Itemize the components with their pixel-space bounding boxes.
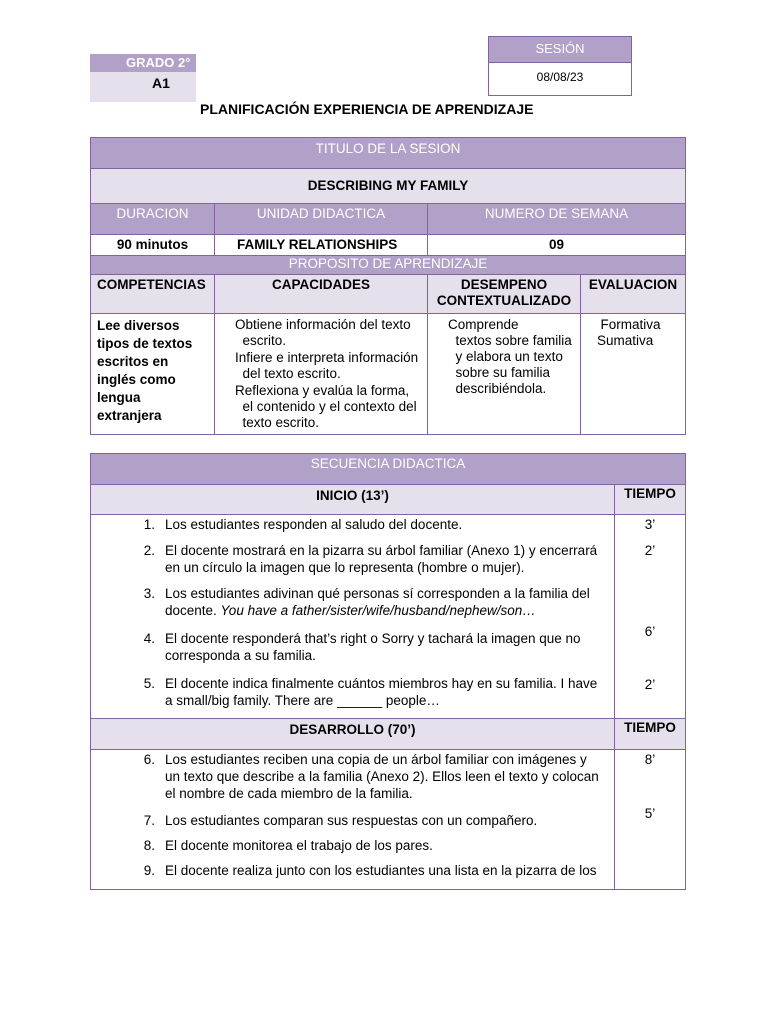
capacidades-line: Infiere e interpreta información	[235, 350, 419, 365]
competencias-label: COMPETENCIAS	[97, 277, 206, 292]
competencias-line: escritos en	[97, 354, 169, 369]
step-text: El docente responderá that’s right o Sorry y tachará la imagen que no	[165, 631, 581, 646]
competencias-line: Lee diversos	[97, 318, 180, 333]
competencias-line: tipos de textos	[97, 336, 193, 351]
step-text: Los estudiantes adivinan qué personas sí corresponden a la familia del	[165, 586, 590, 601]
step-text: El docente realiza junto con los estudiantes una lista en la pizarra de los	[165, 863, 597, 878]
evaluacion-header	[580, 274, 686, 314]
titulo-label: TITULO DE LA SESION	[315, 141, 461, 156]
desarrollo-tiempo-header	[614, 718, 686, 750]
time-value: 8’	[644, 752, 656, 767]
step-text: un texto que describe a la familia (Anexo 2). Ellos leen el texto y colocan	[165, 769, 599, 784]
step-text: El docente monitorea el trabajo de los pares.	[165, 838, 433, 853]
titulo-value-cell	[90, 168, 686, 204]
capacidades-line: texto escrito.	[235, 415, 320, 430]
step-number: 1.	[143, 517, 155, 532]
time-value: 2’	[644, 677, 656, 692]
step-text: docente.	[165, 603, 221, 618]
sesion-date: 08/08/23	[536, 70, 584, 84]
capacidades-line: escrito.	[235, 333, 287, 348]
tiempo-label: TIEMPO	[624, 486, 676, 501]
capacidades-label: CAPACIDADES	[271, 277, 370, 292]
step-text: El docente indica finalmente cuántos miembros hay en su familia. I have	[165, 676, 598, 691]
semana-header	[427, 203, 686, 235]
sesion-date-box	[488, 62, 632, 96]
time-value: 2’	[644, 543, 656, 558]
grado-label: GRADO 2°	[126, 55, 191, 70]
time-value: 3’	[644, 517, 656, 532]
competencias-cell	[90, 313, 215, 435]
titulo-header	[90, 137, 686, 169]
evaluacion-cell	[580, 313, 686, 435]
step-number: 2.	[143, 543, 155, 558]
grado-box	[90, 54, 196, 72]
desarrollo-header	[90, 718, 615, 750]
page-title: PLANIFICACIÓN EXPERIENCIA DE APRENDIZAJE	[200, 101, 534, 117]
titulo-value: DESCRIBING MY FAMILY	[307, 178, 469, 193]
competencias-line: lengua	[97, 390, 141, 405]
step-number: 6.	[143, 752, 155, 767]
duracion-header	[90, 203, 215, 235]
step-number: 7.	[143, 813, 155, 828]
step-text: el nombre de cada miembro de la familia.	[165, 786, 413, 801]
capacidades-line: Reflexiona y evalúa la forma,	[235, 383, 410, 398]
semana-label: NUMERO DE SEMANA	[484, 206, 629, 221]
inicio-header	[90, 484, 615, 515]
step-number: 3.	[143, 586, 155, 601]
secuencia-table	[90, 453, 686, 890]
desarrollo-times	[614, 749, 686, 890]
duracion-value: 90 minutos	[116, 237, 189, 252]
step-text: en un círculo la imagen que lo representa (hombre o mujer).	[165, 560, 525, 575]
time-value: 6’	[644, 624, 656, 639]
desempeno-line: describiéndola.	[448, 381, 547, 396]
evaluacion-line: Sumativa	[597, 333, 654, 348]
desarrollo-body	[90, 749, 615, 890]
step-number: 9.	[143, 863, 155, 878]
section-box	[90, 72, 196, 102]
step-text: El docente mostrará en la pizarra su árbol familiar (Anexo 1) y encerrará	[165, 543, 598, 558]
duracion-label: DURACION	[116, 206, 189, 221]
step-text: a small/big family. There are ______ people…	[165, 693, 440, 708]
capacidades-cell	[214, 313, 428, 435]
unidad-label: UNIDAD DIDACTICA	[256, 206, 386, 221]
step-number: 5.	[143, 676, 155, 691]
evaluacion-line: Formativa	[593, 317, 661, 332]
secuencia-title: SECUENCIA DIDACTICA	[310, 456, 466, 471]
session-table	[90, 137, 686, 435]
unidad-cell	[214, 234, 428, 256]
inicio-body	[90, 514, 615, 719]
sesion-label-box	[488, 36, 632, 63]
unidad-value: FAMILY RELATIONSHIPS	[237, 237, 398, 252]
desempeno-header	[427, 274, 581, 314]
capacidades-header	[214, 274, 428, 314]
desempeno-cell	[427, 313, 581, 435]
desempeno-line: sobre su familia	[448, 365, 551, 380]
step-text: Los estudiantes comparan sus respuestas con un compañero.	[165, 813, 538, 828]
semana-value: 09	[548, 237, 565, 252]
evaluacion-label: EVALUACION	[588, 277, 678, 292]
competencias-header	[90, 274, 215, 314]
competencias-line: inglés como	[97, 372, 176, 387]
step-text: Los estudiantes reciben una copia de un árbol familiar con imágenes y	[165, 752, 587, 767]
step-text: corresponda a su familia.	[165, 648, 316, 663]
tiempo-label: TIEMPO	[624, 720, 676, 735]
proposito-label: PROPOSITO DE APRENDIZAJE	[288, 256, 488, 271]
desempeno-line: y elabora un texto	[448, 349, 563, 364]
capacidades-line: Obtiene información del texto	[235, 317, 411, 332]
inicio-times	[614, 514, 686, 719]
time-value: 5’	[644, 806, 656, 821]
capacidades-line: el contenido y el contexto del	[235, 399, 417, 414]
desempeno-line: textos sobre familia	[448, 333, 572, 348]
unidad-header	[214, 203, 428, 235]
secuencia-header	[90, 453, 686, 485]
step-number: 4.	[143, 631, 155, 646]
desempeno-label-2: CONTEXTUALIZADO	[436, 293, 572, 308]
step-text: Los estudiantes responden al saludo del docente.	[165, 517, 463, 532]
duracion-cell	[90, 234, 215, 256]
inicio-label: INICIO (13’)	[316, 488, 389, 503]
desempeno-label-1: DESEMPENO	[460, 277, 548, 292]
competencias-line: extranjera	[97, 408, 162, 423]
desarrollo-label: DESARROLLO (70’)	[289, 722, 416, 737]
inicio-tiempo-header	[614, 484, 686, 515]
step-number: 8.	[143, 838, 155, 853]
step-example: You have a father/sister/wife/husband/nephew/son…	[220, 603, 536, 618]
desempeno-line: Comprende	[448, 317, 519, 332]
section-value: A1	[152, 75, 170, 91]
capacidades-line: del texto escrito.	[235, 366, 341, 381]
semana-cell	[427, 234, 686, 256]
proposito-header	[90, 255, 686, 275]
step-text-mixed	[165, 602, 615, 619]
sesion-label: SESIÓN	[535, 41, 585, 56]
